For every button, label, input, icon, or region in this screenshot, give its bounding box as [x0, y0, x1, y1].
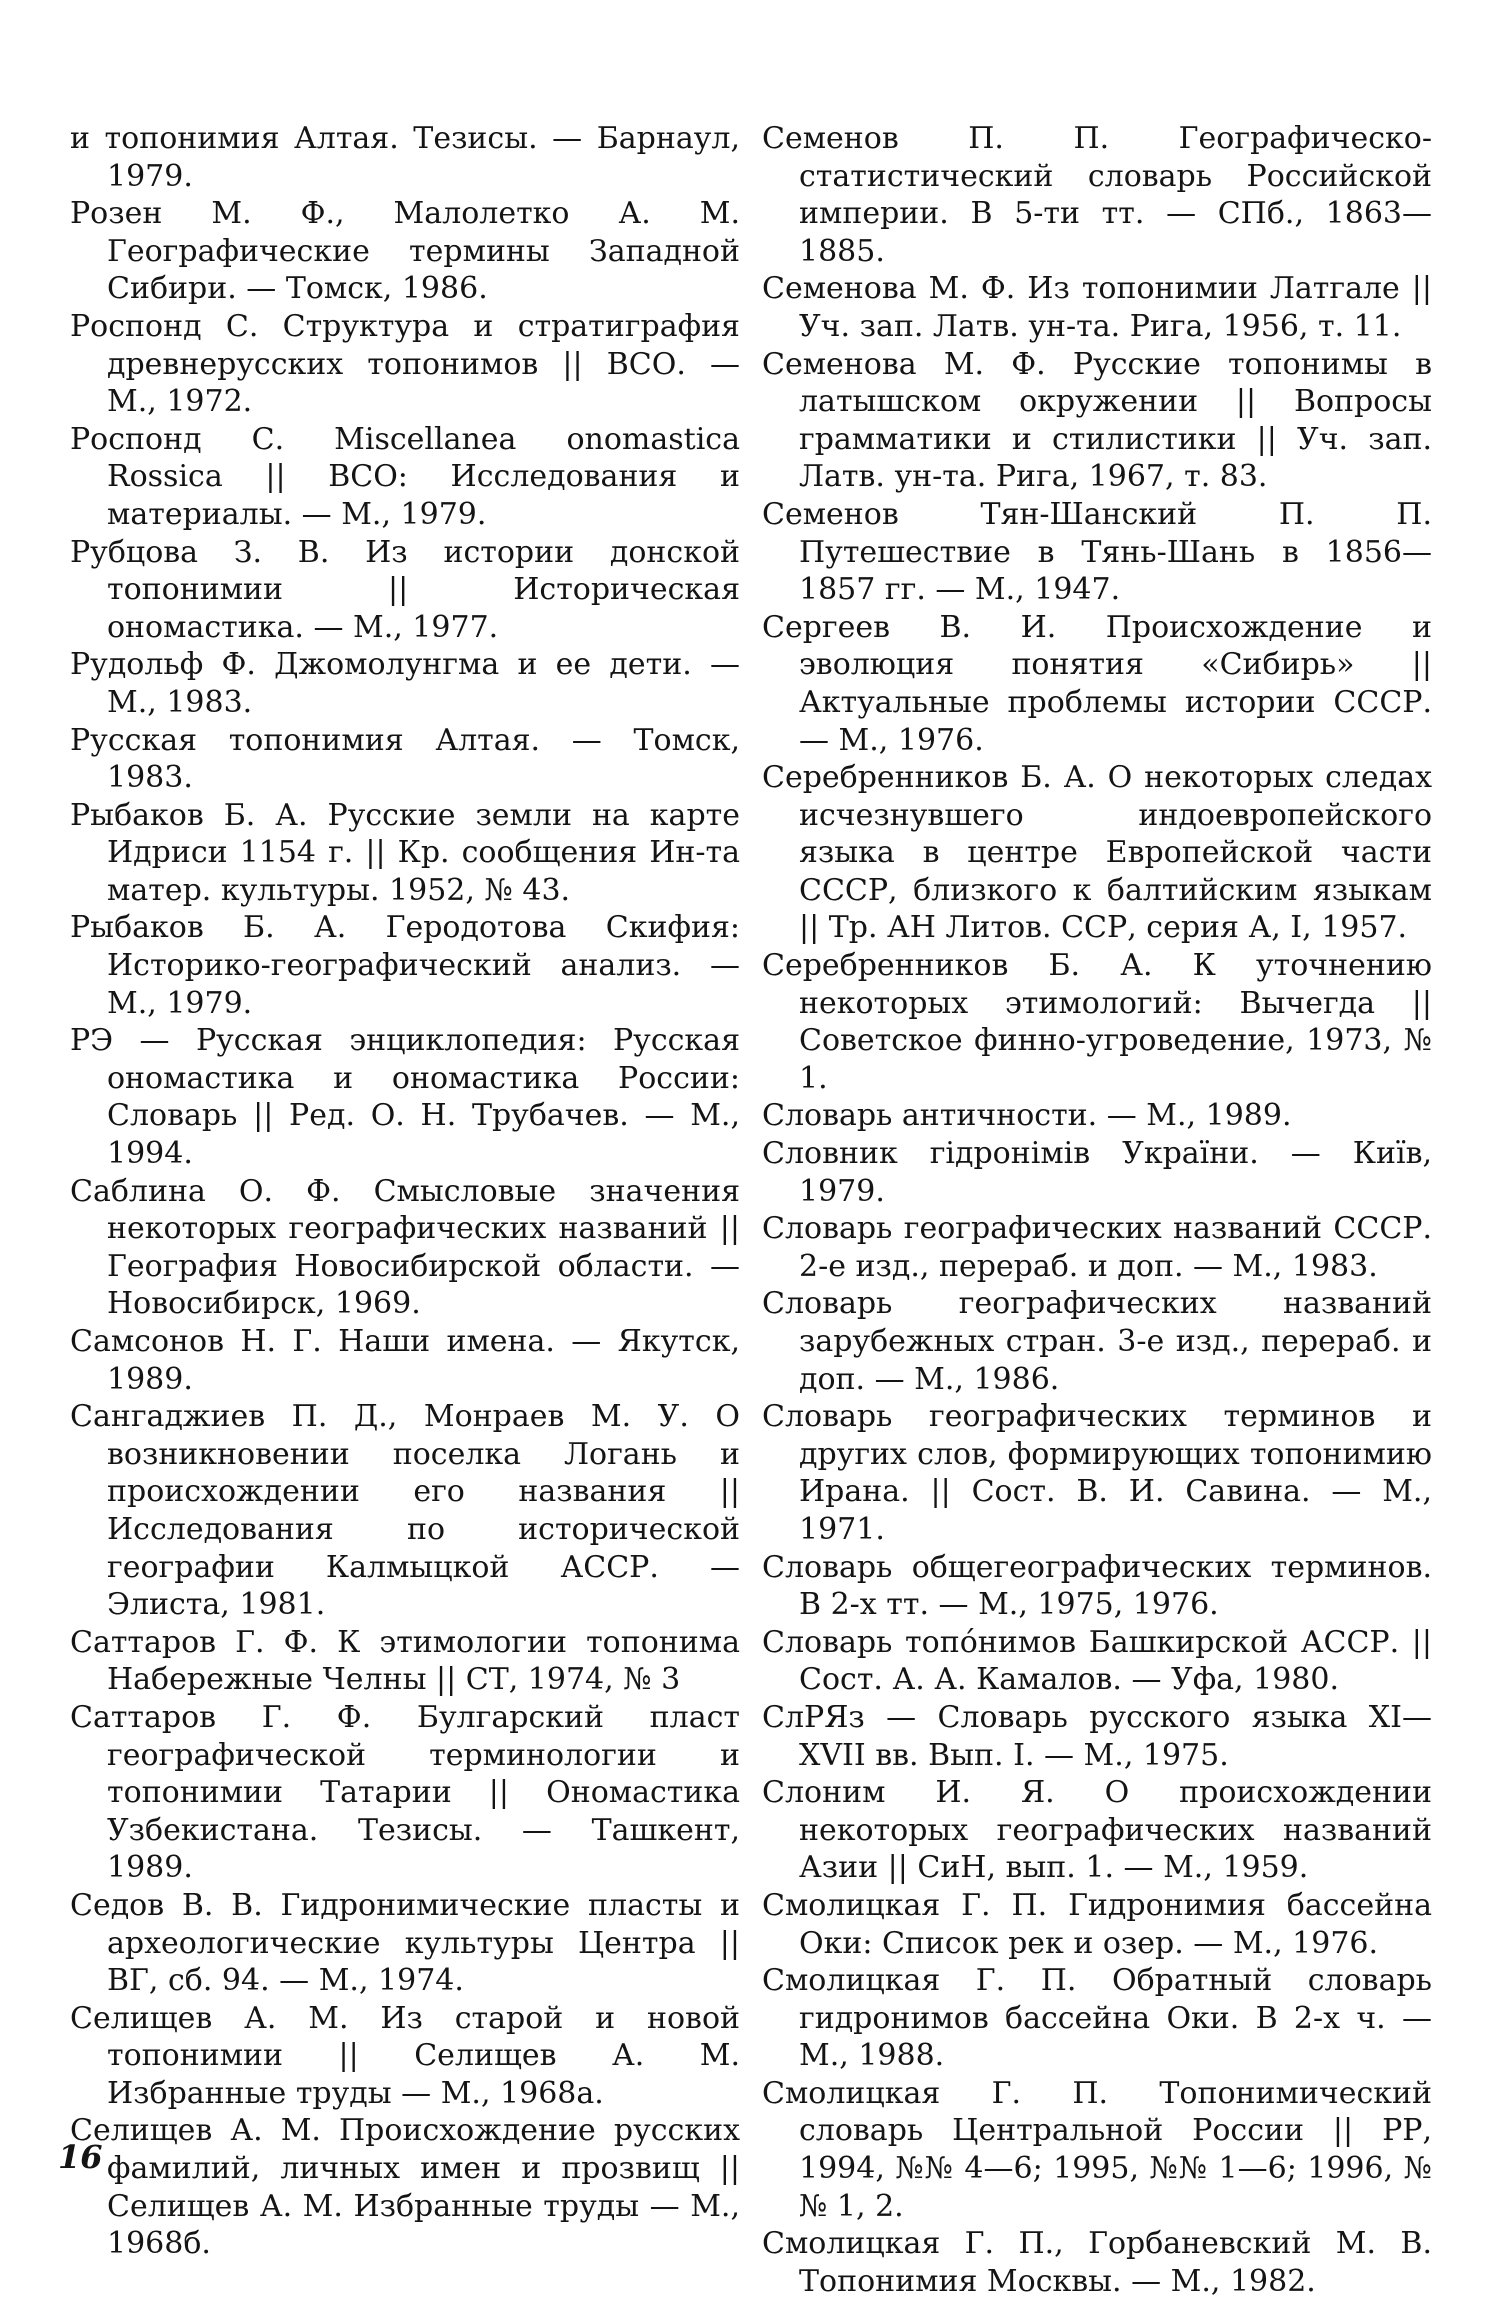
bibliography-entry: Словарь географических названий зарубежных стран. 3-е изд., перераб. и доп. — М., 1986.: [762, 1286, 1432, 1397]
bibliography-entry: Словарь географических названий СССР. 2-е изд., перераб. и доп. — М., 1983.: [762, 1211, 1432, 1284]
bibliography-entry: Рубцова З. В. Из истории донской топонимии || Историческая ономастика. — М., 1977.: [70, 534, 740, 645]
bibliography-entry: Селищев А. М. Происхождение русских фамилий, личных имен и прозвищ || Селищев А. М. Избранные труды — М., 1968б.: [70, 2113, 740, 2262]
page-number: 16: [58, 2138, 103, 2176]
bibliography-entry: Слоним И. Я. О происхождении некоторых географических названий Азии || СиН, вып. 1. — М., 1959.: [762, 1775, 1432, 1886]
bibliography-entry: Самсонов Н. Г. Наши имена. — Якутск, 1989.: [70, 1324, 740, 1397]
bibliography-entry: Селищев А. М. Из старой и новой топонимии || Селищев А. М. Избранные труды — М., 1968а.: [70, 2000, 740, 2111]
bibliography-entry: Рудольф Ф. Джомолунгма и ее дети. — М., 1983.: [70, 647, 740, 720]
bibliography-entry: Словарь топо́нимов Башкирской АССР. || Сост. А. А. Камалов. — Уфа, 1980.: [762, 1624, 1432, 1698]
bibliography-entry: Саттаров Г. Ф. К этимологии топонима Набережные Челны || СТ, 1974, № 3: [70, 1624, 740, 1698]
bibliography-entry: СлРЯз — Словарь русского языка XI—XVII вв. Вып. I. — М., 1975.: [762, 1699, 1432, 1773]
bibliography-entry: Сергеев В. И. Происхождение и эволюция понятия «Сибирь» || Актуальные проблемы истории СССР. — М., 1976.: [762, 609, 1432, 758]
bibliography-entry: Смолицкая Г. П. Топонимический словарь Центральной России || РР, 1994, №№ 4—6; 1995, №№ 1—6; 1996, №№ 1, 2.: [762, 2075, 1432, 2224]
bibliography-entry: Серебренников Б. А. О некоторых следах исчезнувшего индоевропейского языка в центре Европейской части СССР, близкого к балтийским языкам || Тр. АН Литов. ССР, серия А, I, 1957.: [762, 760, 1432, 946]
bibliography-entry: Семенова М. Ф. Из топонимии Латгале || Уч. зап. Латв. ун-та. Рига, 1956, т. 11.: [762, 271, 1432, 344]
bibliography-entry: Русская топонимия Алтая. — Томск, 1983.: [70, 722, 740, 796]
bibliography-entry: Седов В. В. Гидронимические пласты и археологические культуры Центра || ВГ, сб. 94. — М., 1974.: [70, 1887, 740, 1999]
bibliography-entry: Рыбаков Б. А. Геродотова Скифия: Историко-географический анализ. — М., 1979.: [70, 910, 740, 1021]
left-column: [70, 120, 740, 2263]
bibliography-entry: Семенова М. Ф. Русские топонимы в латышском окружении || Вопросы грамматики и стилистики || Уч. зап. Латв. ун-та. Рига, 1967, т. 83.: [762, 346, 1432, 495]
right-column: [762, 120, 1432, 2300]
bibliography-entry: Рыбаков Б. А. Русские земли на карте Идриси 1154 г. || Кр. сообщения Ин-та матер. культуры. 1952, № 43.: [70, 797, 740, 908]
bibliography-entry: Семенов Тян-Шанский П. П. Путешествие в Тянь-Шань в 1856—1857 гг. — М., 1947.: [762, 496, 1432, 608]
bibliography-entry: Словарь античности. — М., 1989.: [762, 1098, 1292, 1134]
bibliography-entry: Смолицкая Г. П., Горбаневский М. В. Топонимия Москвы. — М., 1982.: [762, 2226, 1432, 2299]
bibliography-entry: Смолицкая Г. П. Обратный словарь гидронимов бассейна Оки. В 2-х ч. — М., 1988.: [762, 1963, 1432, 2074]
bibliography-entry: Сангаджиев П. Д., Монраев М. У. О возникновении поселка Логань и происхождении его названия || Исследования по исторической географии Калмыцкой АССР. — Элиста, 1981.: [70, 1399, 740, 1623]
bibliography-entry: Саблина О. Ф. Смысловые значения некоторых географических названий || География Новосибирской области. — Новосибирск, 1969.: [70, 1173, 740, 1322]
bibliography-entry: Смолицкая Г. П. Гидронимия бассейна Оки: Список рек и озер. — М., 1976.: [762, 1887, 1432, 1961]
bibliography-entry: Словарь общегеографических терминов. В 2-х тт. — М., 1975, 1976.: [762, 1549, 1432, 1623]
bibliography-entry: и топонимия Алтая. Тезисы. — Барнаул, 1979.: [70, 121, 740, 194]
bibliography-entry: Роспонд С. Miscellanea onomastica Rossica || ВСО: Исследования и материалы. — М., 1979.: [70, 421, 740, 532]
bibliography-entry: Роспонд С. Структура и стратиграфия древнерусских топонимов || ВСО. — М., 1972.: [70, 308, 740, 420]
bibliography-entry: Семенов П. П. Географическо-статистический словарь Российской империи. В 5-ти тт. — СПб., 1863—1885.: [762, 121, 1432, 269]
bibliography-entry: Словник гідронімів України. — Київ, 1979.: [762, 1136, 1432, 1209]
bibliography-entry: Розен М. Ф., Малолетко А. М. Географические термины Западной Сибири. — Томск, 1986.: [70, 196, 740, 307]
bibliography-entry: РЭ — Русская энциклопедия: Русская ономастика и ономастика России: Словарь || Ред. О. Н. Трубачев. — М., 1994.: [70, 1023, 740, 1172]
bibliography-entry: Саттаров Г. Ф. Булгарский пласт географической терминологии и топонимии Татарии || Ономастика Узбекистана. Тезисы. — Ташкент, 1989.: [70, 1699, 740, 1886]
bibliography-entry: Серебренников Б. А. К уточнению некоторых этимологий: Вычегда || Советское финно-угроведение, 1973, № 1.: [762, 948, 1432, 1096]
bibliography-entry: Словарь географических терминов и других слов, формирующих топонимию Ирана. || Сост. В. И. Савина. — М., 1971.: [762, 1399, 1432, 1547]
